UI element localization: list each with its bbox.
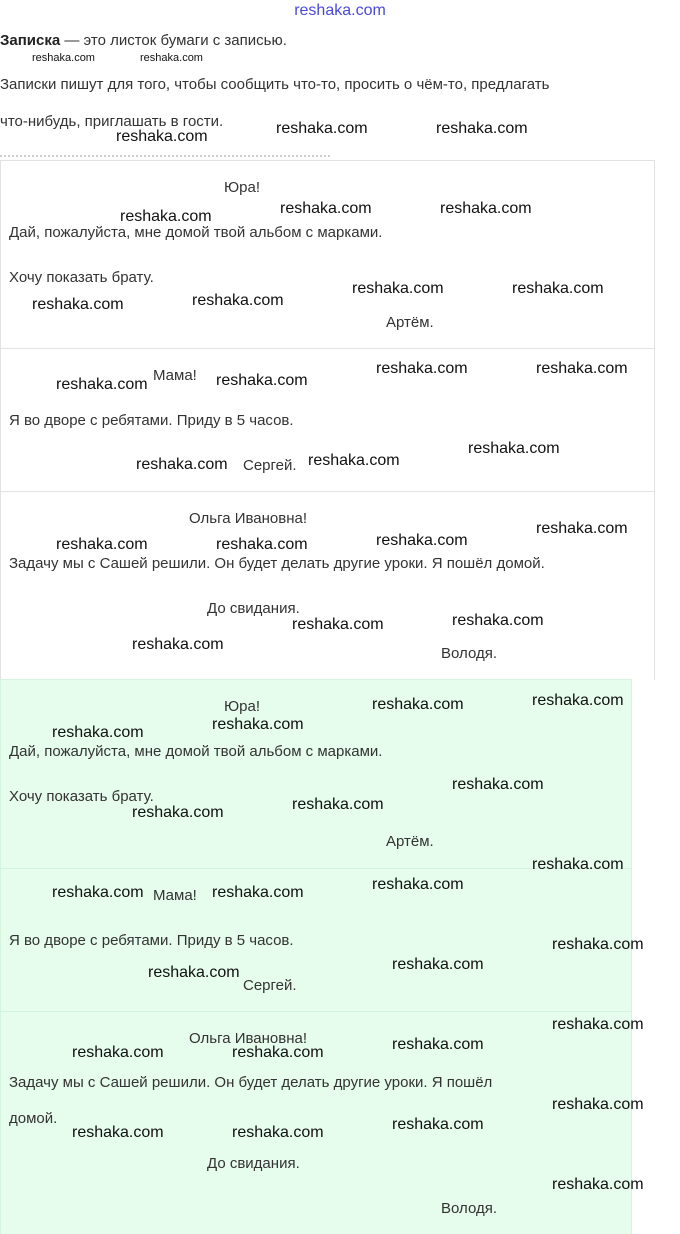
note-body-continued: домой. <box>9 1110 58 1127</box>
note-body: Я во дворе с ребятами. Приду в 5 часов. <box>9 932 294 949</box>
watermark: reshaka.com <box>536 520 628 537</box>
watermark: reshaka.com <box>276 120 368 137</box>
note-greeting: Мама! <box>153 887 197 904</box>
watermark: reshaka.com <box>232 1044 324 1061</box>
watermark: reshaka.com <box>148 964 240 981</box>
watermark: reshaka.com <box>468 440 560 457</box>
watermark: reshaka.com <box>292 616 384 633</box>
note-signature: Володя. <box>441 1200 497 1217</box>
note-body: Задачу мы с Сашей решили. Он будет делать другие уроки. Я пошёл <box>9 1074 493 1091</box>
note-greeting: Ольга Ивановна! <box>189 1030 308 1047</box>
watermark: reshaka.com <box>552 1096 644 1113</box>
term: Записка <box>0 32 61 49</box>
watermark: reshaka.com <box>52 884 144 901</box>
definition-text: — это листок бумаги с записью. <box>60 32 287 49</box>
watermark: reshaka.com <box>216 536 308 553</box>
watermark: reshaka.com <box>280 200 372 217</box>
watermark: reshaka.com <box>140 52 203 64</box>
watermark: reshaka.com <box>72 1124 164 1141</box>
watermark: reshaka.com <box>436 120 528 137</box>
note-signature: Сергей. <box>243 977 297 994</box>
watermark: reshaka.com <box>392 1116 484 1133</box>
watermark: reshaka.com <box>132 636 224 653</box>
note-greeting: Юра! <box>224 179 261 196</box>
watermark: reshaka.com <box>120 208 212 225</box>
watermark: reshaka.com <box>392 1036 484 1053</box>
watermark: reshaka.com <box>136 456 228 473</box>
watermark: reshaka.com <box>232 1124 324 1141</box>
watermark: reshaka.com <box>72 1044 164 1061</box>
watermark: reshaka.com <box>376 532 468 549</box>
note-body-2: Хочу показать брату. <box>9 269 154 286</box>
watermark: reshaka.com <box>536 360 628 377</box>
watermark: reshaka.com <box>308 452 400 469</box>
watermark: reshaka.com <box>192 292 284 309</box>
intro-definition <box>0 32 287 49</box>
note-signature: Володя. <box>441 645 497 662</box>
watermark: reshaka.com <box>372 876 464 893</box>
watermark: reshaka.com <box>392 956 484 973</box>
watermark: reshaka.com <box>440 200 532 217</box>
note-body: Задачу мы с Сашей решили. Он будет делать другие уроки. Я пошёл домой. <box>9 555 545 572</box>
intro-line-3: что-нибудь, приглашать в гости. <box>0 113 224 130</box>
watermark: reshaka.com <box>32 296 124 313</box>
note-card-yura <box>0 160 655 348</box>
watermark: reshaka.com <box>532 692 624 709</box>
watermark: reshaka.com <box>212 716 304 733</box>
watermark: reshaka.com <box>532 856 624 873</box>
watermark: reshaka.com <box>132 804 224 821</box>
watermark: reshaka.com <box>56 376 148 393</box>
watermark: reshaka.com <box>216 372 308 389</box>
note-signature: Артём. <box>386 314 434 331</box>
watermark: reshaka.com <box>372 696 464 713</box>
watermark: reshaka.com <box>376 360 468 377</box>
note-body: Дай, пожалуйста, мне домой твой альбом с марками. <box>9 224 383 241</box>
note-body: Дай, пожалуйста, мне домой твой альбом с марками. <box>9 743 383 760</box>
watermark: reshaka.com <box>352 280 444 297</box>
note-signature: Сергей. <box>243 457 297 474</box>
watermark: reshaka.com <box>212 884 304 901</box>
watermark: reshaka.com <box>452 612 544 629</box>
watermark: reshaka.com <box>512 280 604 297</box>
site-header-link[interactable]: reshaka.com <box>294 2 386 19</box>
watermark: reshaka.com <box>56 536 148 553</box>
watermark: reshaka.com <box>116 128 208 145</box>
watermark: reshaka.com <box>552 1176 644 1193</box>
note-greeting: Мама! <box>153 367 197 384</box>
watermark: reshaka.com <box>52 724 144 741</box>
note-signature: Артём. <box>386 833 434 850</box>
note-greeting: Ольга Ивановна! <box>189 510 308 527</box>
note-body-2: Хочу показать брату. <box>9 788 154 805</box>
note-closing: До свидания. <box>207 1155 300 1172</box>
intro-line-2: Записки пишут для того, чтобы сообщить что-то, просить о чём-то, предлагать <box>0 76 550 93</box>
watermark: reshaka.com <box>552 1016 644 1033</box>
watermark: reshaka.com <box>32 52 95 64</box>
note-closing: До свидания. <box>207 600 300 617</box>
note-greeting: Юра! <box>224 698 261 715</box>
divider <box>0 155 330 159</box>
watermark: reshaka.com <box>292 796 384 813</box>
watermark: reshaka.com <box>452 776 544 793</box>
watermark: reshaka.com <box>552 936 644 953</box>
note-body: Я во дворе с ребятами. Приду в 5 часов. <box>9 412 294 429</box>
